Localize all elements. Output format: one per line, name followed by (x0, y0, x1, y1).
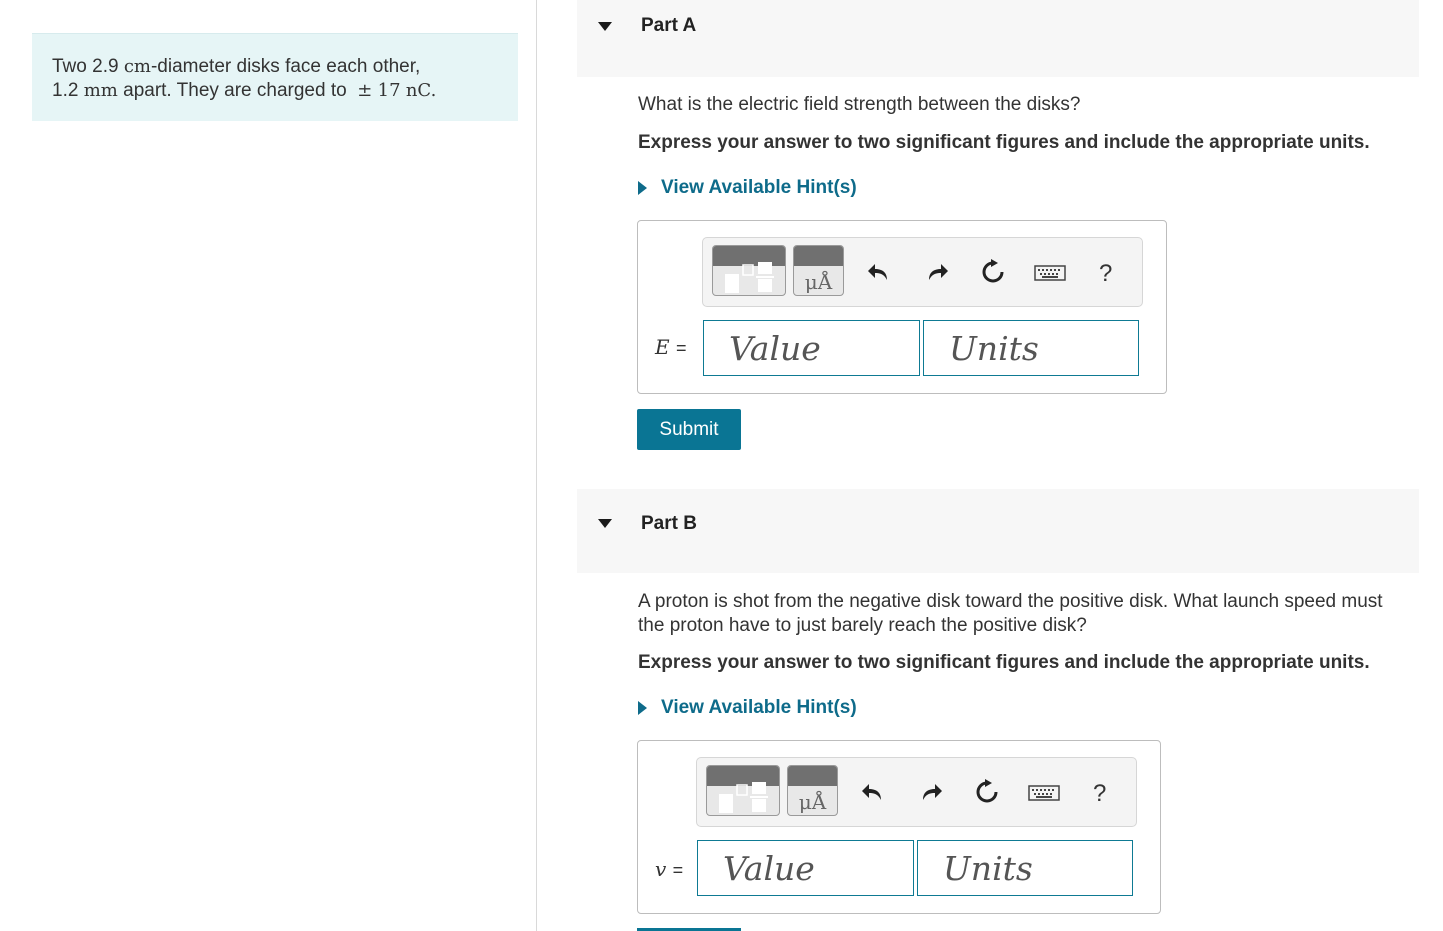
problem-text: 1.2 (52, 80, 79, 101)
hint-label: View Available Hint(s) (661, 697, 857, 718)
part-a-header[interactable] (577, 0, 1419, 77)
hint-label: View Available Hint(s) (661, 177, 857, 198)
reset-icon[interactable] (973, 778, 1001, 806)
part-a-answer-box (637, 220, 1167, 394)
variable-symbol: E (655, 335, 670, 359)
undo-icon[interactable] (865, 258, 893, 286)
units-button[interactable] (793, 245, 844, 296)
templates-button[interactable] (706, 765, 780, 816)
variable-label (655, 857, 683, 881)
unit-cm: cm (123, 56, 151, 77)
unit-nc: nC (405, 80, 431, 101)
equals-sign: = (675, 338, 687, 358)
part-b-hint-link[interactable] (638, 697, 857, 719)
part-a-question: What is the electric field strength between the disks? (638, 94, 1081, 115)
math-toolbar (696, 757, 1137, 827)
templates-icon (707, 766, 780, 816)
part-b-header[interactable] (577, 489, 1419, 573)
collapse-caret-icon[interactable] (598, 22, 612, 31)
part-b-question (638, 590, 1418, 638)
value-input[interactable] (703, 320, 920, 376)
reset-icon[interactable] (979, 258, 1007, 286)
keyboard-icon[interactable] (1034, 258, 1066, 286)
equals-sign: = (672, 860, 684, 880)
templates-button[interactable] (712, 245, 786, 296)
undo-icon[interactable] (859, 778, 887, 806)
keyboard-icon[interactable] (1028, 778, 1060, 806)
variable-label (655, 335, 686, 359)
math-toolbar (702, 237, 1143, 307)
value-input[interactable] (697, 840, 914, 896)
units-icon: μÅ (804, 270, 833, 294)
question-line: A proton is shot from the negative disk toward the positive disk. What launch speed must (638, 591, 1383, 612)
left-panel (0, 0, 537, 931)
help-icon[interactable]: ? (1099, 260, 1113, 287)
expand-triangle-icon (638, 701, 647, 715)
templates-icon (713, 246, 786, 296)
part-b-title: Part B (641, 513, 697, 534)
collapse-caret-icon[interactable] (598, 519, 612, 528)
problem-text: apart. They are charged to (123, 80, 347, 101)
question-line: the proton have to just barely reach the positive disk? (638, 615, 1087, 636)
plus-minus: ± (357, 80, 373, 101)
variable-symbol: v (655, 857, 667, 881)
redo-icon[interactable] (923, 258, 951, 286)
units-input[interactable] (917, 840, 1133, 896)
expand-triangle-icon (638, 181, 647, 195)
problem-statement (32, 33, 518, 121)
problem-text: Two 2.9 (52, 56, 119, 77)
part-a-instruction: Express your answer to two significant figures and include the appropriate units. (638, 132, 1370, 153)
part-a-title: Part A (641, 15, 697, 36)
units-icon: μÅ (798, 790, 827, 814)
help-icon[interactable]: ? (1093, 780, 1107, 807)
charge-value: 17 (377, 80, 401, 101)
units-input[interactable] (923, 320, 1139, 376)
part-a-hint-link[interactable] (638, 177, 857, 199)
submit-button[interactable]: Submit (637, 409, 741, 450)
redo-icon[interactable] (917, 778, 945, 806)
units-button[interactable] (787, 765, 838, 816)
part-b-answer-box (637, 740, 1161, 914)
part-b-instruction: Express your answer to two significant figures and include the appropriate units. (638, 652, 1370, 673)
unit-mm: mm (83, 80, 118, 101)
period: . (430, 80, 437, 101)
problem-text: -diameter disks face each other, (150, 56, 421, 77)
